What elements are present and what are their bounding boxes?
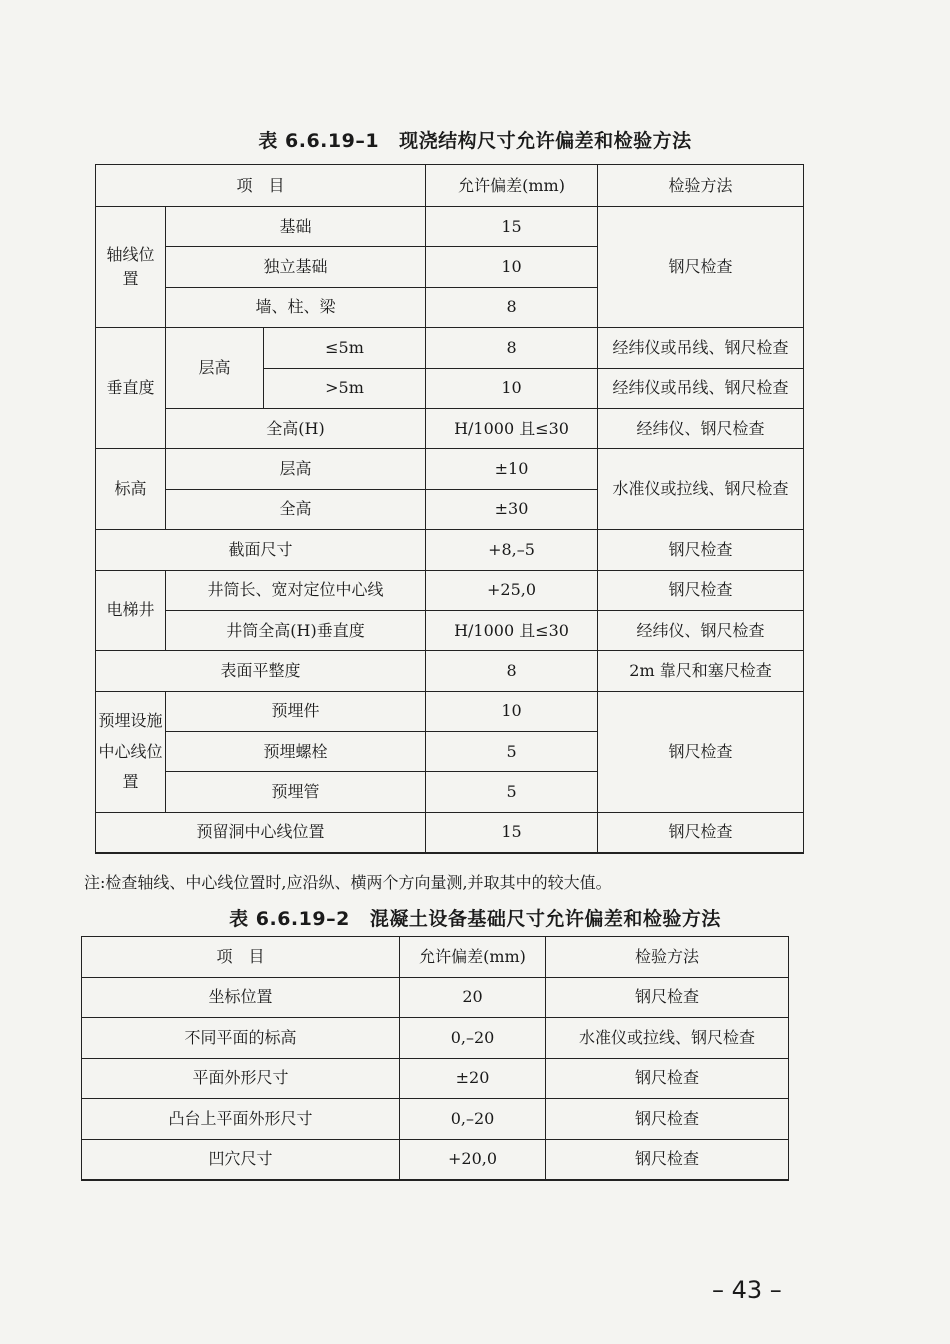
row-tolerance: 20 (400, 977, 546, 1018)
row-item: 全高(H) (166, 408, 426, 448)
row-item: 全高 (166, 489, 426, 529)
row-tolerance: 0,–20 (400, 1018, 546, 1059)
table1-caption-number: 表 6.6.19–1 (258, 130, 380, 152)
table-row (96, 691, 804, 731)
row-tolerance: 10 (426, 247, 598, 287)
row-tolerance: ±30 (426, 489, 598, 529)
row-item: 预埋管 (166, 772, 426, 812)
row-tolerance: ±10 (426, 449, 598, 489)
table2-caption-number: 表 6.6.19–2 (229, 908, 350, 930)
row-tolerance: 5 (426, 772, 598, 812)
row-item: 墙、柱、梁 (166, 287, 426, 327)
table-row (82, 1139, 789, 1180)
row-method: 钢尺检查 (546, 1099, 789, 1140)
row-item: 凹穴尺寸 (82, 1139, 400, 1180)
table1 (95, 164, 804, 854)
row-method: 钢尺检查 (598, 570, 804, 610)
embedded-method: 钢尺检查 (598, 691, 804, 812)
row-method: 钢尺检查 (546, 977, 789, 1018)
table-row (82, 977, 789, 1018)
row-method: 钢尺检查 (546, 1058, 789, 1099)
table1-caption (0, 126, 950, 153)
row-item: 预埋螺栓 (166, 732, 426, 772)
table1-header-tolerance: 允许偏差(mm) (426, 165, 598, 207)
row-tolerance: 15 (426, 207, 598, 247)
row-tolerance: 15 (426, 812, 598, 852)
row-item: 井筒全高(H)垂直度 (166, 610, 426, 650)
table-row (82, 1099, 789, 1140)
row-method: 经纬仪或吊线、钢尺检查 (598, 328, 804, 368)
row-tolerance: ±20 (400, 1058, 546, 1099)
table-row (96, 408, 804, 448)
elevator-group-label: 电梯井 (96, 570, 166, 651)
row-item: 不同平面的标高 (82, 1018, 400, 1059)
table1-note: 注:检查轴线、中心线位置时,应沿纵、横两个方向量测,并取其中的较大值。 (84, 873, 612, 892)
table1-header-row (96, 165, 804, 207)
table-row (96, 449, 804, 489)
row-item: 井筒长、宽对定位中心线 (166, 570, 426, 610)
row-item: ≤5m (264, 328, 426, 368)
table-row (96, 207, 804, 247)
row-tolerance: 5 (426, 732, 598, 772)
row-tolerance: +25,0 (426, 570, 598, 610)
table-row (96, 530, 804, 570)
page-number: – 43 – (712, 1276, 782, 1304)
table1-header-item: 项 目 (96, 165, 426, 207)
row-method: 2m 靠尺和塞尺检查 (598, 651, 804, 691)
elevation-method: 水准仪或拉线、钢尺检查 (598, 449, 804, 530)
row-tolerance: +20,0 (400, 1139, 546, 1180)
row-tolerance: +8,–5 (426, 530, 598, 570)
table2-header-row (82, 937, 789, 978)
row-item: 截面尺寸 (96, 530, 426, 570)
table2-caption-title: 混凝土设备基础尺寸允许偏差和检验方法 (369, 908, 721, 930)
row-item: 平面外形尺寸 (82, 1058, 400, 1099)
table-row (96, 610, 804, 650)
table-row (82, 1058, 789, 1099)
row-method: 钢尺检查 (598, 530, 804, 570)
row-method: 水准仪或拉线、钢尺检查 (546, 1018, 789, 1059)
row-tolerance: H/1000 且≤30 (426, 610, 598, 650)
table2-caption (0, 904, 950, 931)
row-tolerance: H/1000 且≤30 (426, 408, 598, 448)
table-row (96, 570, 804, 610)
row-item: 预埋件 (166, 691, 426, 731)
row-item: 层高 (166, 449, 426, 489)
floor-height-label: 层高 (166, 328, 264, 409)
row-item: 凸台上平面外形尺寸 (82, 1099, 400, 1140)
row-method: 钢尺检查 (546, 1139, 789, 1180)
row-item: 独立基础 (166, 247, 426, 287)
row-tolerance: 8 (426, 328, 598, 368)
row-tolerance: 0,–20 (400, 1099, 546, 1140)
table-row (96, 651, 804, 691)
row-item: 基础 (166, 207, 426, 247)
table-row (96, 328, 804, 368)
row-item: 表面平整度 (96, 651, 426, 691)
row-method: 经纬仪、钢尺检查 (598, 610, 804, 650)
table2-header-method: 检验方法 (546, 937, 789, 978)
row-method: 钢尺检查 (598, 812, 804, 852)
table-row (82, 1018, 789, 1059)
table2-header-item: 项 目 (82, 937, 400, 978)
axis-group-label: 轴线位置 (96, 207, 166, 328)
row-tolerance: 8 (426, 651, 598, 691)
table1-caption-title: 现浇结构尺寸允许偏差和检验方法 (399, 130, 692, 152)
row-item: 预留洞中心线位置 (96, 812, 426, 852)
table2-header-tolerance: 允许偏差(mm) (400, 937, 546, 978)
row-tolerance: 10 (426, 368, 598, 408)
row-item: >5m (264, 368, 426, 408)
table1-header-method: 检验方法 (598, 165, 804, 207)
table-row (96, 812, 804, 852)
embedded-group-label: 预埋设施中心线位置 (96, 691, 166, 812)
axis-method: 钢尺检查 (598, 207, 804, 328)
elevation-group-label: 标高 (96, 449, 166, 530)
row-method: 经纬仪、钢尺检查 (598, 408, 804, 448)
row-item: 坐标位置 (82, 977, 400, 1018)
table2 (81, 936, 789, 1181)
vertical-group-label: 垂直度 (96, 328, 166, 449)
row-method: 经纬仪或吊线、钢尺检查 (598, 368, 804, 408)
row-tolerance: 8 (426, 287, 598, 327)
row-tolerance: 10 (426, 691, 598, 731)
